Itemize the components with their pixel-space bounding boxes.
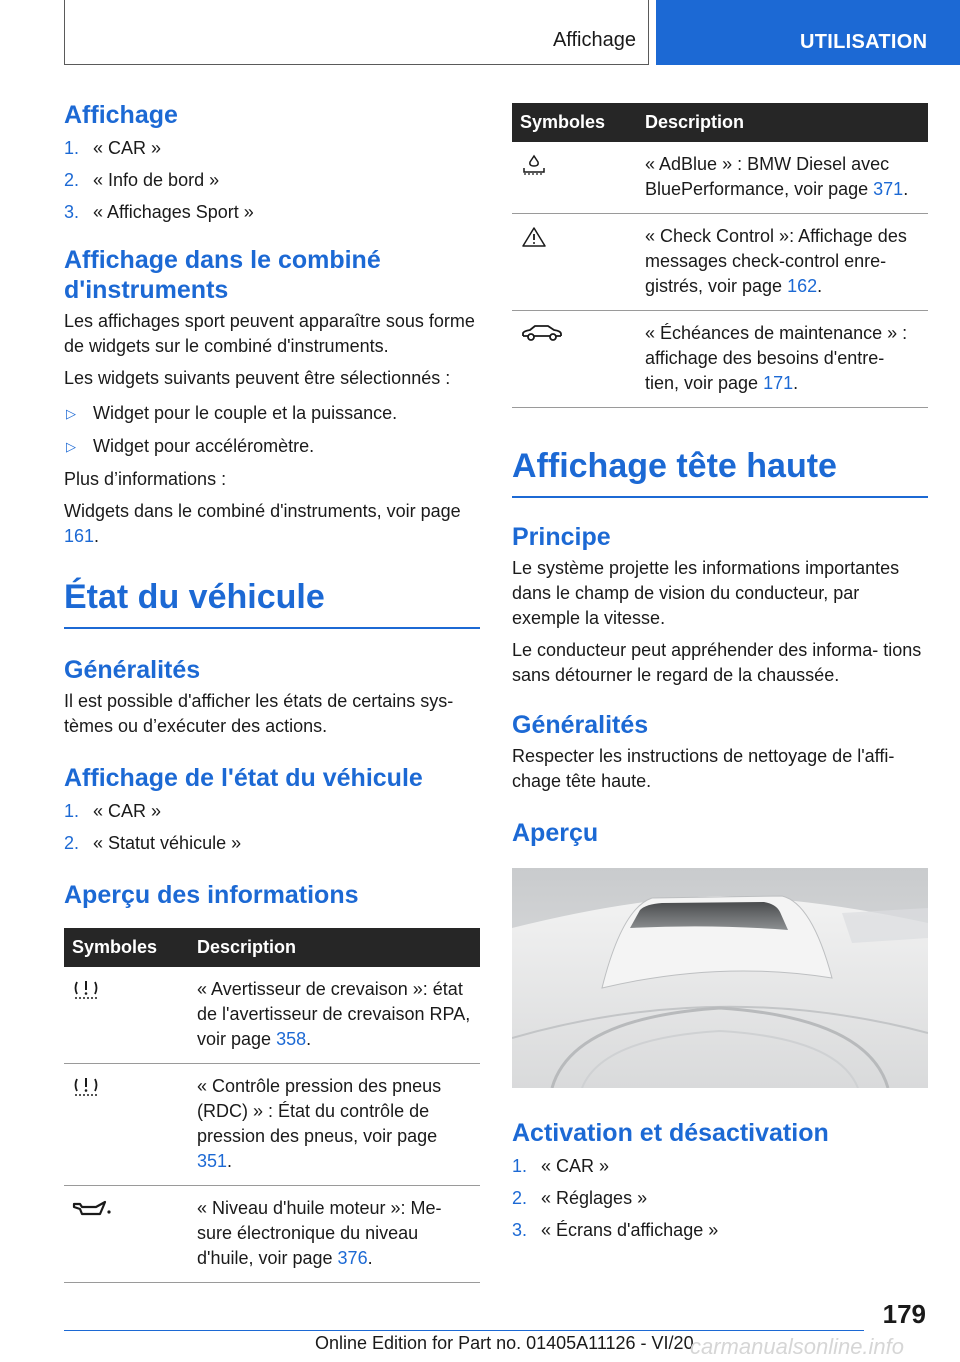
more-info-label: Plus d’informations : <box>64 469 227 489</box>
column-header-description: Description <box>189 928 480 967</box>
watermark: carmanualsonline.info <box>690 1334 905 1359</box>
tire-pressure-warning-icon <box>72 979 100 1001</box>
table-row: « Check Control »: Affichage des messages check-control enre‐ gistrés, voir page 162. <box>512 214 928 311</box>
footer-divider <box>64 1330 864 1331</box>
hud-heading: Affichage tête haute <box>512 446 928 498</box>
chapter-tab[interactable]: UTILISATION <box>656 0 960 65</box>
oil-can-icon <box>72 1198 112 1218</box>
widget-bullets <box>64 401 480 459</box>
page-link[interactable]: 358 <box>276 1029 307 1049</box>
column-header-symboles: Symboles <box>512 103 637 142</box>
warning-triangle-icon <box>520 226 548 248</box>
apercu-heading: Aperçu <box>512 819 599 847</box>
combine-heading: Affichage dans le combiné d'instruments <box>64 246 381 304</box>
table-row: « AdBlue » : BMW Diesel avec BluePerformance, voir page 371. <box>512 142 928 214</box>
list-item: 2. « Réglages » <box>512 1188 648 1208</box>
page-number: 179 <box>882 1299 926 1329</box>
principe-heading: Principe <box>512 523 611 551</box>
table-row: « Contrôle pression des pneus (RDC) » : État du contrôle de pression des pneus, voir page 351. <box>64 1064 480 1186</box>
page-link[interactable]: 161 <box>64 526 95 546</box>
generalites-hud-paragraph: Respecter les instructions de nettoyage de l'affi‐ chage tête haute. <box>512 746 895 791</box>
header-frame <box>64 0 649 65</box>
symbols-table-right <box>512 103 928 408</box>
generalites-hud-heading: Généralités <box>512 711 649 739</box>
list-item: 1. « CAR » <box>64 801 162 821</box>
etat-vehicule-heading: État du véhicule <box>64 577 480 629</box>
activation-steps <box>512 1154 928 1243</box>
table-row: « Avertisseur de crevaison »: état de l'avertisseur de crevaison RPA, voir page 358. <box>64 967 480 1064</box>
section-title: Affichage <box>552 29 636 51</box>
list-item: ▷ Widget pour le couple et la puissance. <box>64 401 480 426</box>
list-item: ▷ Widget pour accéléromètre. <box>64 434 480 459</box>
table-row: « Niveau d'huile moteur »: Me‐ sure électronique du niveau d'huile, voir page 376. <box>64 1186 480 1283</box>
table-row: « Échéances de maintenance » : affichage des besoins d'entre‐ tien, voir page 171. <box>512 311 928 408</box>
list-item: 1. « CAR » <box>64 138 162 158</box>
list-item: 2. « Info de bord » <box>64 170 220 190</box>
etat-steps <box>64 799 480 856</box>
hud-photo <box>512 868 928 1088</box>
list-item: 2. « Statut véhicule » <box>64 833 242 853</box>
page-link[interactable]: 171 <box>763 373 794 393</box>
affichage-heading: Affichage <box>64 101 178 129</box>
widgets-reference: Widgets dans le combiné d'instruments, voir page 161. <box>64 501 461 546</box>
list-item: 3. « Écrans d'affichage » <box>512 1220 719 1240</box>
activation-heading: Activation et désactivation <box>512 1119 829 1147</box>
principe-paragraph-2: Le conducteur peut appréhender des informa‐ tions sans détourner le regard de la chaussée. <box>512 640 922 685</box>
combine-paragraph-2: Les widgets suivants peuvent être sélectionnés : <box>64 368 451 388</box>
generalites-heading: Généralités <box>64 656 201 684</box>
affichage-steps <box>64 136 480 225</box>
list-item: 3. « Affichages Sport » <box>64 202 254 222</box>
list-item: 1. « CAR » <box>512 1156 610 1176</box>
bullet-triangle-icon: ▷ <box>66 439 76 454</box>
generalites-paragraph: Il est possible d'afficher les états de certains sys‐ tèmes ou d’exécuter des actions. <box>64 691 454 736</box>
page-link[interactable]: 162 <box>787 276 818 296</box>
affichage-etat-heading: Affichage de l'état du véhicule <box>64 764 423 792</box>
principe-paragraph-1: Le système projette les informations importantes dans le champ de vision du conducteur, par exemple la vitesse. <box>512 558 900 628</box>
edition-text: Online Edition for Part no. 01405A11126 - VI/20 <box>315 1333 694 1353</box>
car-service-icon <box>520 323 564 343</box>
combine-paragraph-1: Les affichages sport peuvent apparaître sous forme de widgets sur le combiné d'instruments. <box>64 311 475 356</box>
right-column <box>512 103 928 1250</box>
apercu-informations-heading: Aperçu des informations <box>64 881 359 909</box>
symbols-table-left <box>64 928 480 1283</box>
adblue-icon <box>520 154 548 176</box>
column-header-symboles: Symboles <box>64 928 189 967</box>
column-header-description: Description <box>637 103 928 142</box>
page-link[interactable]: 376 <box>337 1248 368 1268</box>
bullet-triangle-icon: ▷ <box>66 406 76 421</box>
page-link[interactable]: 351 <box>197 1151 228 1171</box>
left-column <box>64 100 480 1283</box>
tire-pressure-control-icon <box>72 1076 100 1098</box>
page-link[interactable]: 371 <box>873 179 904 199</box>
